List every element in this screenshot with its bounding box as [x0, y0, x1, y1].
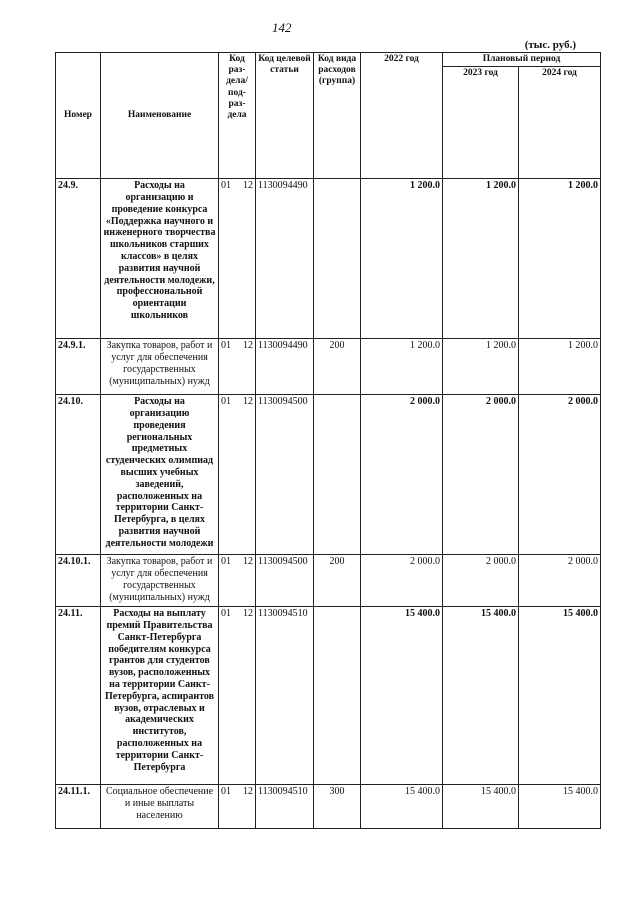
row-name: Закупка товаров, работ и услуг для обеспечения государственных (муниципальных) нужд	[101, 339, 219, 395]
row-name: Расходы на организацию проведения региональных предметных студенческих олимпиад высших учебных заведений, расположенных на территории Санкт-Петербурга, в целях развития научной деятельности молодежи	[101, 395, 219, 555]
table-row	[56, 785, 601, 829]
row-amount-2024: 1 200.0	[519, 339, 601, 395]
header-section-code: Код раз-дела/ под-раз-дела	[219, 53, 256, 179]
row-amount-2024: 2 000.0	[519, 395, 601, 555]
row-name: Социальное обеспечение и иные выплаты населению	[101, 785, 219, 829]
row-amount-2023: 2 000.0	[443, 555, 519, 607]
units-label: (тыс. руб.)	[524, 39, 576, 51]
section-code: 01	[221, 340, 231, 352]
header-expense-type: Код вида расходов (группа)	[314, 53, 361, 179]
row-number: 24.11.1.	[56, 785, 101, 829]
row-target-code: 1130094490	[256, 179, 314, 339]
row-number: 24.9.	[56, 179, 101, 339]
table-row	[56, 339, 601, 395]
row-amount-2024: 15 400.0	[519, 607, 601, 785]
table-row	[56, 607, 601, 785]
row-section-code	[219, 785, 256, 829]
row-section-code	[219, 555, 256, 607]
row-target-code: 1130094510	[256, 785, 314, 829]
row-name: Закупка товаров, работ и услуг для обеспечения государственных (муниципальных) нужд	[101, 555, 219, 607]
row-expense-group	[314, 179, 361, 339]
row-expense-group: 200	[314, 339, 361, 395]
row-amount-2023: 1 200.0	[443, 339, 519, 395]
row-amount-2022: 15 400.0	[361, 607, 443, 785]
table-body	[56, 179, 601, 829]
row-section-code	[219, 395, 256, 555]
section-code: 01	[221, 608, 231, 620]
row-amount-2024: 2 000.0	[519, 555, 601, 607]
row-amount-2022: 15 400.0	[361, 785, 443, 829]
page-number: 142	[272, 20, 292, 35]
row-expense-group: 200	[314, 555, 361, 607]
row-name: Расходы на выплату премий Правительства Санкт-Петербурга победителям конкурса грантов для студентов вузов, расположенных на территории Санкт-Петербурга, аспирантов вузов, отраслевых и академических институтов, расположенных на территории Санкт-Петербурга	[101, 607, 219, 785]
row-amount-2023: 15 400.0	[443, 785, 519, 829]
row-expense-group	[314, 395, 361, 555]
subsection-code: 12	[243, 396, 253, 408]
header-year-2024: 2024 год	[519, 67, 601, 179]
row-name: Расходы на организацию и проведение конкурса «Поддержка научного и инженерного творчества школьников старших классов» в целях развития научной деятельности молодежи, профессиональной ориентации школьников	[101, 179, 219, 339]
row-amount-2022: 2 000.0	[361, 555, 443, 607]
row-expense-group	[314, 607, 361, 785]
row-amount-2022: 1 200.0	[361, 339, 443, 395]
table-row	[56, 395, 601, 555]
subsection-code: 12	[243, 340, 253, 352]
header-number: Номер	[56, 53, 101, 179]
row-amount-2023: 15 400.0	[443, 607, 519, 785]
header-name: Наименование	[101, 53, 219, 179]
header-planned-period: Плановый период	[443, 53, 601, 67]
row-amount-2022: 1 200.0	[361, 179, 443, 339]
subsection-code: 12	[243, 556, 253, 568]
row-number: 24.10.	[56, 395, 101, 555]
header-year-2022: 2022 год	[361, 53, 443, 179]
subsection-code: 12	[243, 608, 253, 620]
row-target-code: 1130094510	[256, 607, 314, 785]
section-code: 01	[221, 786, 231, 798]
row-amount-2024: 1 200.0	[519, 179, 601, 339]
section-code: 01	[221, 396, 231, 408]
section-code: 01	[221, 180, 231, 192]
row-number: 24.11.	[56, 607, 101, 785]
row-target-code: 1130094490	[256, 339, 314, 395]
row-expense-group: 300	[314, 785, 361, 829]
row-number: 24.10.1.	[56, 555, 101, 607]
row-section-code	[219, 607, 256, 785]
subsection-code: 12	[243, 180, 253, 192]
budget-table	[55, 52, 601, 829]
row-target-code: 1130094500	[256, 395, 314, 555]
row-section-code	[219, 339, 256, 395]
table-row	[56, 179, 601, 339]
row-section-code	[219, 179, 256, 339]
row-amount-2024: 15 400.0	[519, 785, 601, 829]
header-year-2023: 2023 год	[443, 67, 519, 179]
row-amount-2023: 1 200.0	[443, 179, 519, 339]
row-amount-2022: 2 000.0	[361, 395, 443, 555]
header-target-code: Код целевой статьи	[256, 53, 314, 179]
subsection-code: 12	[243, 786, 253, 798]
section-code: 01	[221, 556, 231, 568]
row-amount-2023: 2 000.0	[443, 395, 519, 555]
table-row	[56, 555, 601, 607]
row-number: 24.9.1.	[56, 339, 101, 395]
header-row	[56, 53, 601, 67]
row-target-code: 1130094500	[256, 555, 314, 607]
